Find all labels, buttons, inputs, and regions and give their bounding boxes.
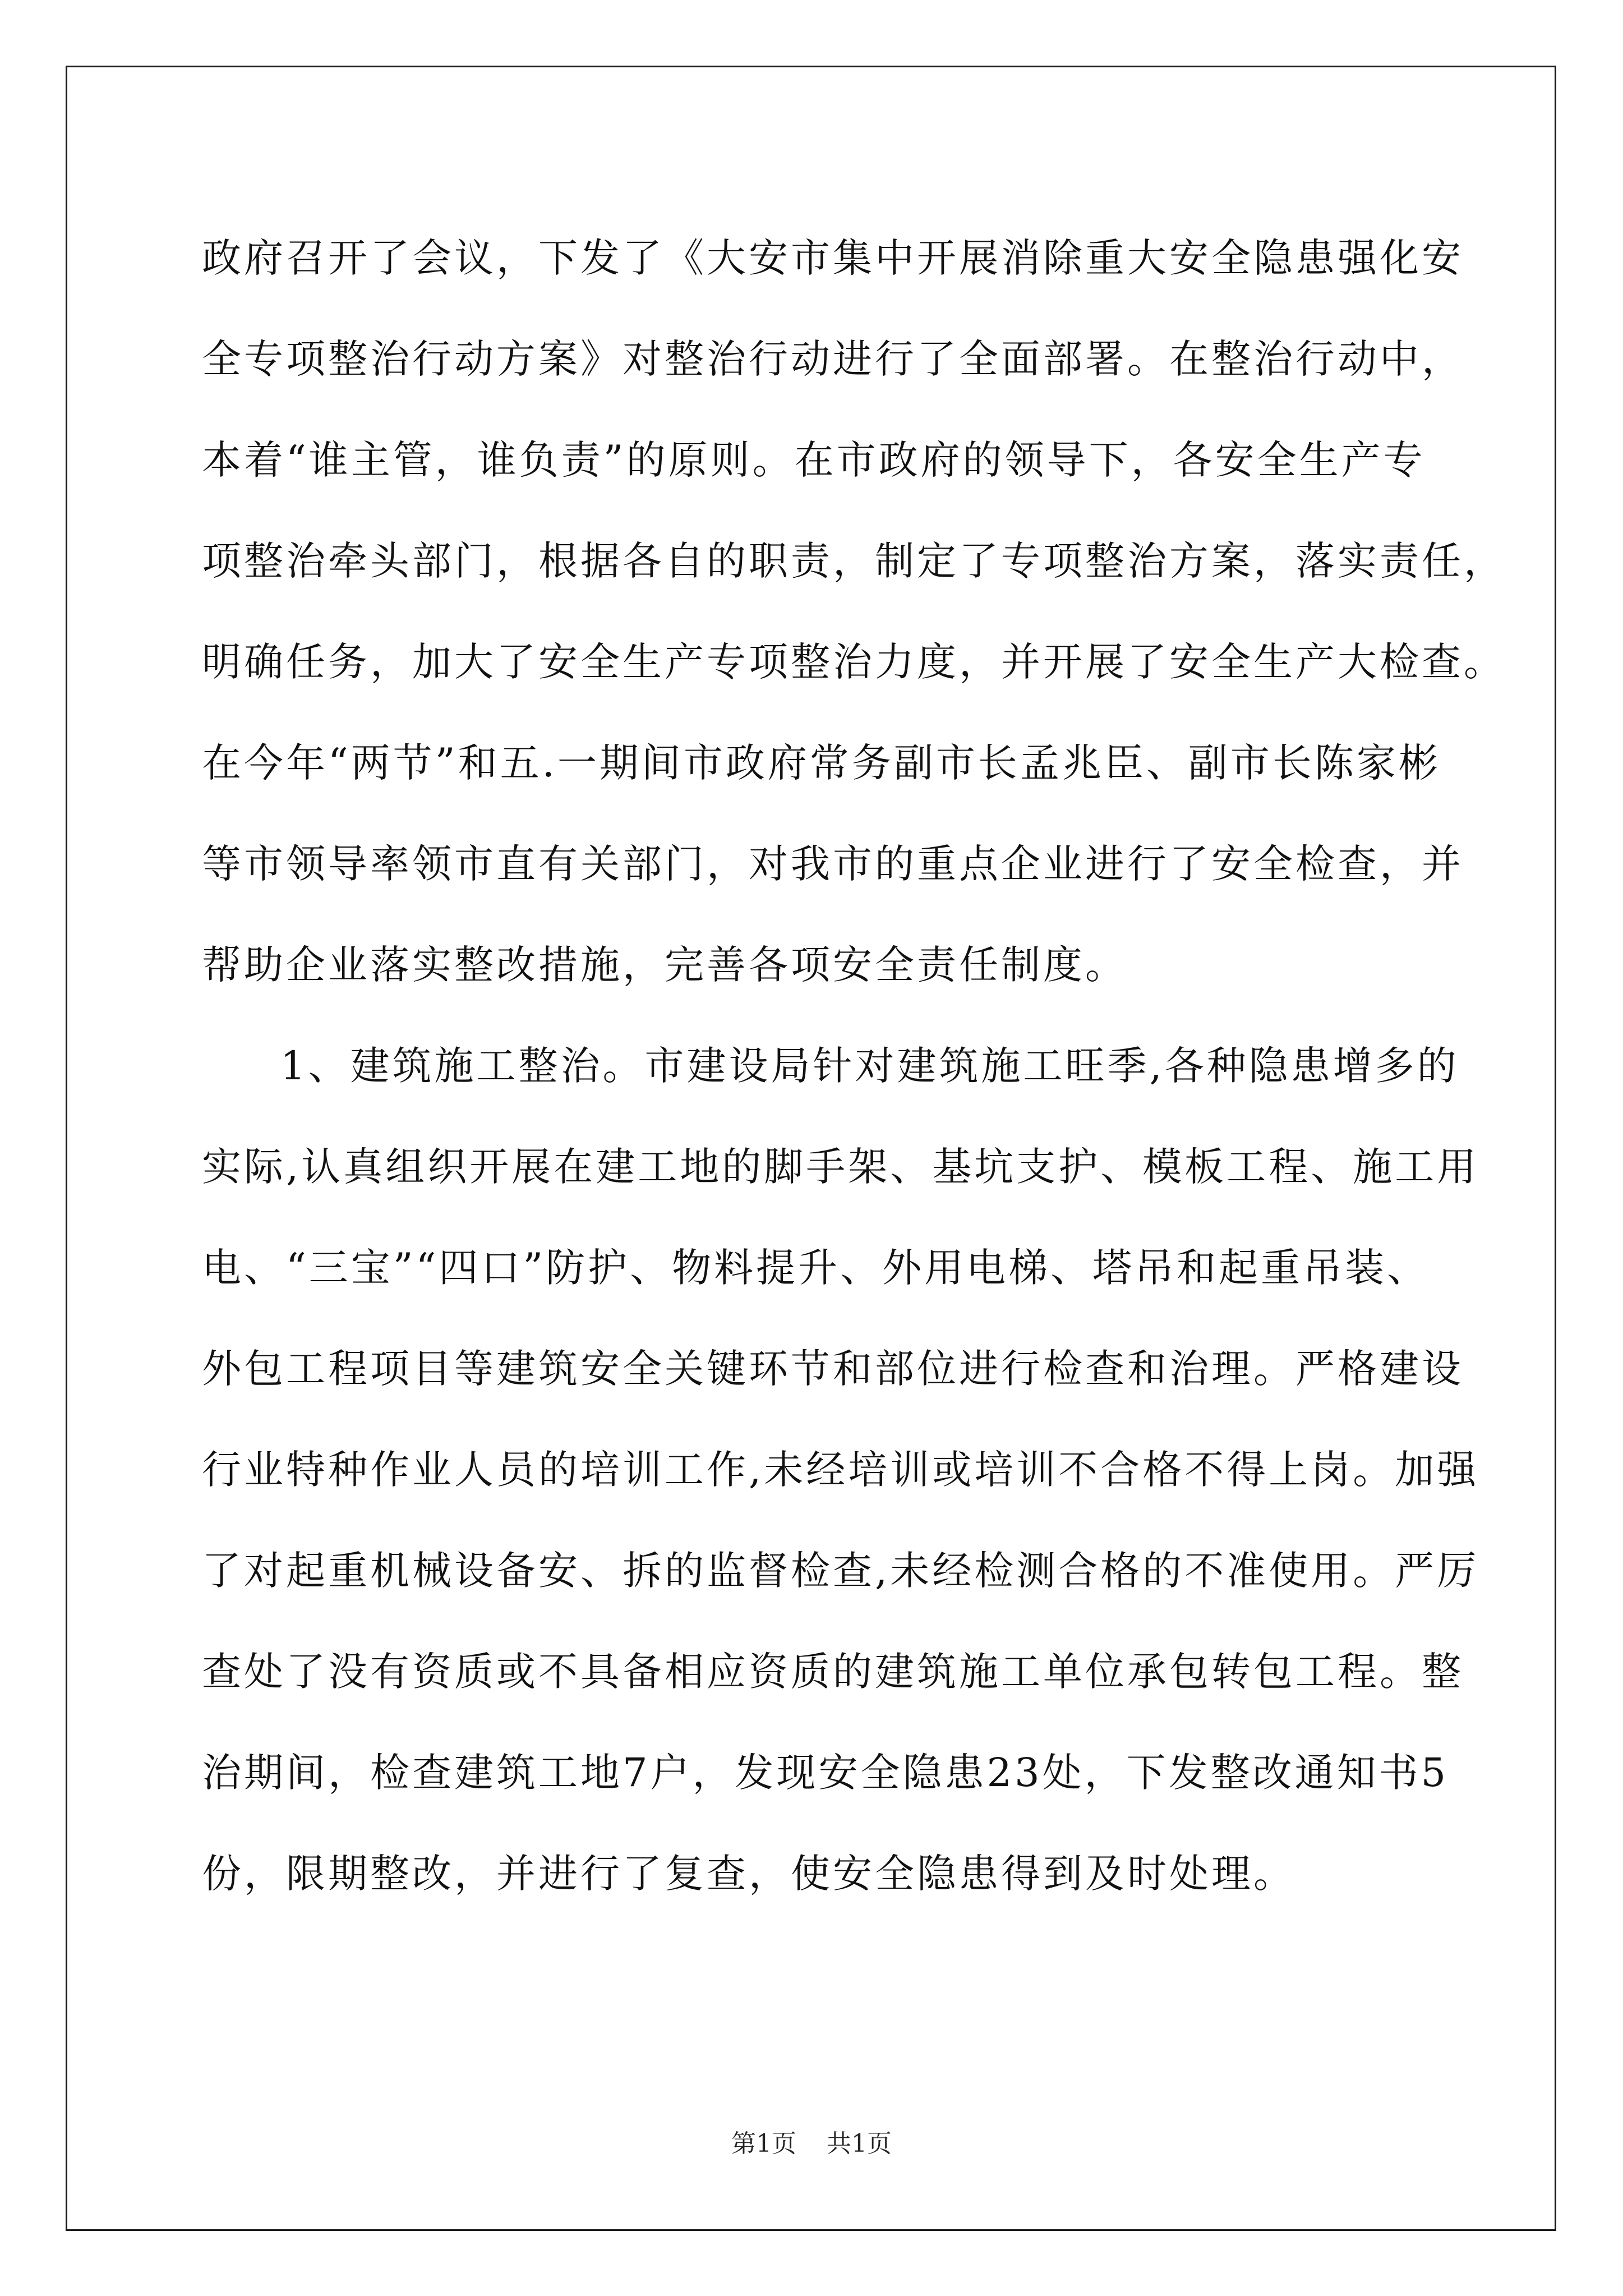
text-line: 政府召开了会议，下发了《大安市集中开展消除重大安全隐患强化安: [202, 235, 1464, 281]
text-line: 项整治牵头部门，根据各自的职责，制定了专项整治方案，落实责任，: [202, 538, 1506, 584]
text-line: 1、建筑施工整治。市建设局针对建筑施工旺季,各种隐患增多的: [280, 1043, 1459, 1089]
text-line: 全专项整治行动方案》对整治行动进行了全面部署。在整治行动中，: [202, 336, 1464, 382]
paragraph-2-construction: [202, 1015, 1479, 1924]
page-total: 共1页: [827, 2129, 892, 2158]
text-line: 了对起重机械设备安、拆的监督检查,未经检测合格的不准使用。严厉: [202, 1548, 1479, 1594]
text-line: 本着“谁主管，谁负责”的原则。在市政府的领导下，各安全生产专: [202, 437, 1426, 483]
text-line: 在今年“两节”和五.一期间市政府常务副市长孟兆臣、副市长陈家彬: [202, 740, 1441, 786]
text-line: 行业特种作业人员的培训工作,未经培训或培训不合格不得上岗。加强: [202, 1447, 1479, 1493]
text-line: 外包工程项目等建筑安全关键环节和部位进行检查和治理。严格建设: [202, 1346, 1464, 1392]
text-line: 份，限期整改，并进行了复查，使安全隐患得到及时处理。: [202, 1851, 1295, 1897]
text-line: 实际,认真组织开展在建工地的脚手架、基坑支护、模板工程、施工用: [202, 1144, 1479, 1190]
document-body: [202, 208, 1506, 1924]
text-line: 明确任务，加大了安全生产专项整治力度，并开展了安全生产大检查。: [202, 639, 1506, 685]
text-line: 电、“三宝”“四口”防护、物料提升、外用电梯、塔吊和起重吊装、: [202, 1245, 1430, 1291]
page-footer: [0, 2127, 1623, 2161]
page-number: 第1页: [731, 2129, 796, 2158]
text-line: 帮助企业落实整改措施，完善各项安全责任制度。: [202, 942, 1127, 988]
paragraph-1: [202, 208, 1506, 1015]
text-line: 治期间，检查建筑工地7户，发现安全隐患23处，下发整改通知书5: [202, 1750, 1449, 1796]
text-line: 查处了没有资质或不具备相应资质的建筑施工单位承包转包工程。整: [202, 1649, 1464, 1695]
text-line: 等市领导率领市直有关部门，对我市的重点企业进行了安全检查，并: [202, 841, 1464, 887]
